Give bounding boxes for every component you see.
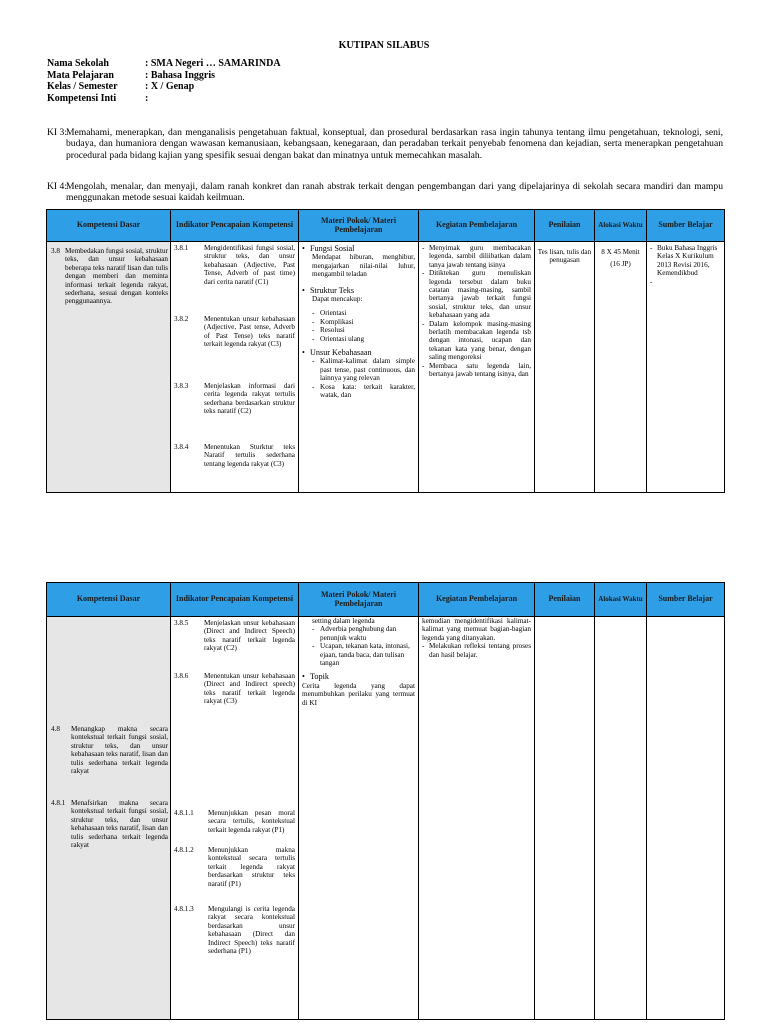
list-item: - Orientasi: [312, 309, 347, 318]
indicator-item: [174, 619, 295, 671]
list-item: - Membaca satu legenda lain, bertanya jawab tentang isinya, dan: [422, 361, 531, 379]
kegiatan-text: kemudian mengidentifikasi kalimat-kalimat yang memuat bagian-bagian legenda yang ditanyakan.: [422, 617, 531, 642]
list-item: - Orientasi ulang: [312, 334, 365, 343]
materi-text: setting dalam legenda: [312, 617, 375, 625]
materi-cell: [299, 242, 419, 493]
indicator-item: [174, 244, 295, 314]
header-materi: Materi Pokok/ Materi Pembelajaran: [299, 210, 419, 242]
indicator-item: [174, 443, 295, 468]
indicator-text: Menentukan unsur kebahasaan (Adjective, Past tense, Adverb of Past Tense) teks naratif terkait legenda rakyat (C3): [204, 315, 295, 349]
identity-row: [47, 70, 281, 82]
indicator-text: Menjelaskan informasi dari cerita legenda rakyat tertulis sederhana berdasarkan struktur teks naratif (C2): [204, 382, 295, 416]
ki3-block: [47, 127, 723, 161]
header-penilaian: Penilaian: [535, 210, 595, 242]
alokasi-cell: [595, 242, 647, 493]
header-indikator: Indikator Pencapaian Kompetensi: [171, 210, 299, 242]
alokasi-jp: (16 JP): [610, 260, 631, 269]
indicator-text: Mengidentifikasi fungsi sosial, struktur teks, dan unsur kebahasaan (Adjective, Past Tense, Adverb of past time) dari cerita naratif (C1): [204, 244, 295, 286]
indicator-item: [174, 315, 295, 381]
list-item: - Kosa kata: terkait karakter, watak, dan: [312, 382, 415, 400]
penilaian-cell: [535, 617, 595, 1020]
indikator-cell: [171, 242, 299, 493]
materi-text: Dapat mencakup:: [312, 295, 363, 304]
header-kompetensi-dasar: Kompetensi Dasar: [47, 210, 171, 242]
list-item: - Buku Bahasa Inggris Kelas X Kurikulum 2013 Revisi 2016, Kemendikbud: [650, 244, 718, 278]
header-sumber: Sumber Belajar: [647, 210, 725, 242]
kegiatan-cell: [419, 242, 535, 493]
list-item: - Kalimat-kalimat dalam simple past tense, past continuous, dan lainnya yang relevan: [312, 357, 415, 383]
indicator-item: [174, 905, 295, 955]
kegiatan-cell: [419, 617, 535, 1020]
penilaian-text: Tes lisan, tulis dan penugasan: [537, 248, 592, 265]
header-alokasi: Alokasi Waktu: [595, 583, 647, 617]
indicator-text: Menunjukkan makna kontekstual secara tertulis terkait legenda rakyat berdasarkan struktur teks naratif (P1): [208, 846, 295, 888]
identity-label: Kelas / Semester: [47, 81, 118, 92]
ki3-text: Memahami, menerapkan, dan menganalisis pengetahuan faktual, konseptual, dan prosedural berdasarkan rasa ingin tahunya tentang ilmu pengetahuan, teknologi, seni, budaya, dan humaniora dengan wawasan kemanusiaan, kebangsaan, kenegaraan, dan peradaban terkait penyebab fenomena dan kejadian, serta menerapkan pengetahuan procedural pada bidang kajian yang spesifik sesuai dengan bakat dan minatnya untuk memecahkan masalah.: [66, 127, 723, 161]
list-item: - Komplikasi: [312, 317, 354, 326]
list-item: - Dalam kelompok masing-masing berlatih membacakan legenda tsb dengan intonasi, ucapan dan tekanan kata yang benar, dengan saling mengoreksi: [422, 319, 531, 362]
list-item: - Ucapan, tekanan kata, intonasi, ejaan, tanda baca, dan tulisan tangan: [312, 642, 410, 668]
identity-value: : X / Genap: [145, 81, 195, 92]
indicator-item: [174, 672, 295, 808]
ki4-block: [47, 181, 723, 204]
materi-cell: [299, 617, 419, 1020]
list-item: -: [650, 277, 653, 286]
header-penilaian: Penilaian: [535, 583, 595, 617]
indicator-text: Menjelaskan unsur kebahasaan (Direct and Indirect Speech) teks naratif terkait legenda rakyat (C2): [204, 619, 295, 653]
kd-number: 4.8: [51, 725, 60, 733]
materi-heading: • Struktur Teks: [302, 285, 355, 295]
identity-row: [47, 58, 281, 70]
kd-item: [51, 247, 168, 306]
indicator-number: 3.8.1: [174, 244, 189, 252]
indicator-text: Mengulangi is cerita legenda rakyat secara kontekstual berdasarkan unsur kebahasaan (Direct dan Indirect Speech) teks naratif sederhana (P1): [208, 905, 295, 956]
indicator-number: 4.8.1.2: [174, 846, 194, 854]
syllabus-table-2: [46, 582, 725, 1020]
list-item: - Ditiktekan guru menuliskan legenda tersebut dalam buku catatan masing-masing, sambil bertanya jawab terkait fungsi sosial, struktur teks, dan unsur kebahasaan yang ada: [422, 269, 531, 320]
materi-list: [302, 309, 415, 343]
sumber-cell: [647, 617, 725, 1020]
kd-text: Menangkap makna secara kontekstual terkait fungsi sosial, struktur teks, dan unsur kebahasaan teks naratif, lisan dan tulis sederhana terkait legenda rakyat: [71, 725, 168, 776]
indicator-text: Menentukan Sturktur teks Naratif tertulis sederhana tentang legenda rakyat (C3): [204, 443, 295, 468]
materi-list: [302, 625, 415, 667]
materi-heading: • Unsur Kebahasaan: [302, 348, 372, 358]
indicator-item: [174, 846, 295, 904]
alokasi-text: 8 X 45 Menit: [601, 248, 640, 256]
header-alokasi: Alokasi Waktu: [595, 210, 647, 242]
identity-value: :: [145, 92, 149, 104]
kd-text: Menafsirkan makna secara kontekstual terkait fungsi sosial, struktur teks, dan unsur kebahasaan teks naratif, lisan dan tulis sederhana terkait legenda rakyat: [71, 799, 168, 850]
ki4-label: KI 4:: [47, 181, 67, 192]
kd-number: 3.8: [51, 247, 60, 255]
ki4-text: Mengolah, menalar, dan menyaji, dalam ranah konkret dan ranah abstrak terkait dengan pengembangan dari yang dipelajarinya di sekolah secara mandiri dan mampu menggunakan metode sesuai kaidah keilmuan.: [66, 181, 723, 204]
list-item: - Melakukan refleksi tentang proses dan hasil belajar.: [422, 642, 531, 659]
kd-text: Membedakan fungsi sosial, struktur teks, dan unsur kebahasaan beberapa teks naratif lisan dan tulis dengan memberi dan meminta informasi terkait legenda rakyat, sederhana, sesuai dengan konteks penggunaannya.: [65, 247, 169, 306]
indicator-number: 3.8.2: [174, 315, 189, 323]
identity-label: Nama Sekolah: [47, 58, 109, 69]
identity-block: [47, 58, 281, 104]
kd-cell: [47, 242, 171, 493]
penilaian-cell: [535, 242, 595, 493]
header-kegiatan: Kegiatan Pembelajaran: [419, 583, 535, 617]
kd-number: 4.8.1: [51, 799, 66, 807]
list-item: - Resolusi: [312, 326, 345, 335]
header-indikator: Indikator Pencapaian Kompetensi: [171, 583, 299, 617]
kd-item: [51, 725, 168, 799]
identity-value: : Bahasa Inggris: [145, 69, 216, 81]
identity-value: : SMA Negeri … SAMARINDA: [145, 58, 281, 69]
ki3-label: KI 3:: [47, 127, 67, 138]
document-title: KUTIPAN SILABUS: [338, 40, 430, 51]
materi-heading: • Topik: [302, 672, 329, 682]
indicator-number: 3.8.5: [174, 619, 189, 627]
list-item: - Adverbia penghubung dan penunjuk waktu: [312, 625, 397, 642]
kd-item: [51, 799, 168, 849]
identity-label: Kompetensi Inti: [47, 92, 117, 104]
indicator-number: 4.8.1.3: [174, 905, 194, 913]
identity-label: Mata Pelajaran: [47, 69, 114, 81]
materi-heading: • Fungsi Sosial: [302, 244, 355, 253]
indicator-number: 3.8.4: [174, 443, 189, 451]
header-kegiatan: Kegiatan Pembelajaran: [419, 210, 535, 242]
materi-text: Cerita legenda yang dapat menumbuhkan perilaku yang termuat di KI: [302, 681, 415, 707]
indicator-number: 3.8.3: [174, 382, 189, 390]
sumber-cell: [647, 242, 725, 493]
indicator-text: Menunjukkan pesan moral secara tertulis, kontekstual terkait legenda rakyat (P1): [208, 809, 295, 834]
header-kompetensi-dasar: Kompetensi Dasar: [47, 583, 171, 617]
indicator-text: Menentukan unsur kebahasaan (Direct and Indirect speech) teks naratif terkait legenda rakyat (C3): [204, 672, 295, 706]
indicator-number: 3.8.6: [174, 672, 189, 680]
header-materi: Materi Pokok/ Materi Pembelajaran: [299, 583, 419, 617]
materi-text: Mendapat hiburan, menghibur, mengajarkan nilai-nilai luhur, mengambil teladan: [312, 253, 415, 279]
header-sumber: Sumber Belajar: [647, 583, 725, 617]
identity-row: [47, 81, 281, 93]
materi-list: [302, 357, 415, 399]
indikator-cell: [171, 617, 299, 1020]
kd-cell: [47, 617, 171, 1020]
syllabus-table-1: [46, 209, 725, 493]
list-item: - Menyimak guru membacakan legenda, sambil diliibatkan dalam tanya jawab tentang isinya: [422, 244, 531, 269]
indicator-item: [174, 809, 295, 845]
identity-row: [47, 93, 281, 105]
indicator-number: 4.8.1.1: [174, 809, 194, 817]
alokasi-cell: [595, 617, 647, 1020]
indicator-item: [174, 382, 295, 442]
